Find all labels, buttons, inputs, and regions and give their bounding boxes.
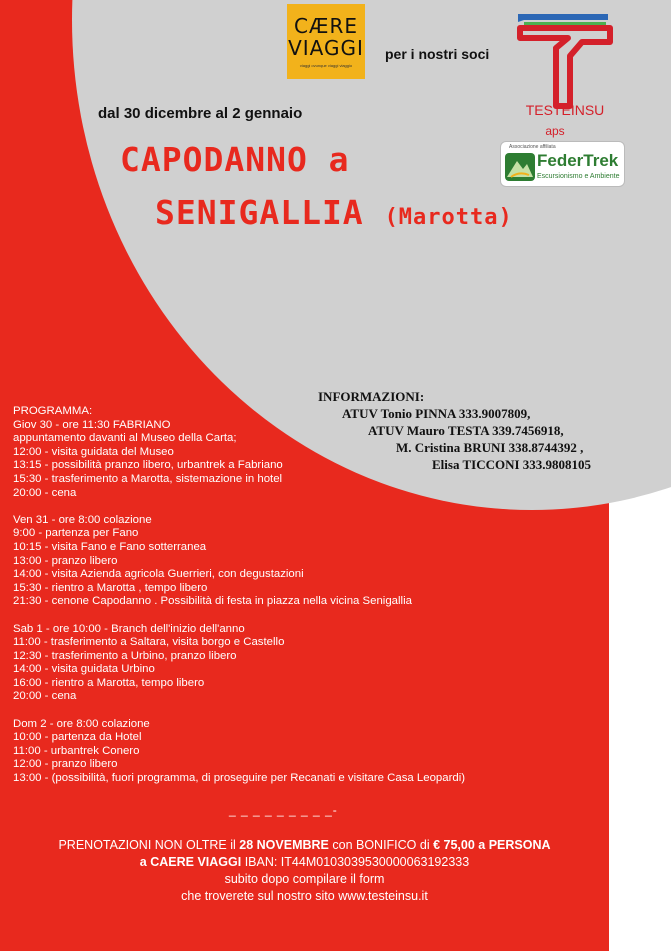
preno-line2 [0, 854, 609, 871]
program-line: 11:00 - trasferimento a Saltara, visita borgo e Castello [13, 636, 285, 649]
day-dom-2 [13, 718, 573, 786]
caere-logo-line1: CÆRE [294, 14, 358, 38]
federtrek-logo [500, 141, 625, 187]
program-line: Dom 2 - ore 8:00 colazione [13, 717, 150, 730]
program-line: appuntamento davanti al Museo della Carta; [13, 432, 237, 445]
program-line: 13:15 - possibilità pranzo libero, urbantrek a Fabriano [13, 459, 283, 472]
program-line: 11:00 - urbantrek Conero [13, 744, 140, 757]
program-line: 20:00 - cena [13, 486, 77, 499]
program-line: Sab 1 - ore 10:00 - Branch dell'inizio dell'anno [13, 622, 245, 635]
federtrek-name: FederTrek [537, 151, 619, 170]
programma-heading: PROGRAMMA: [13, 405, 93, 417]
program-line: Ven 31 - ore 8:00 colazione [13, 513, 152, 526]
caere-logo-tagline: viaggi ovunque viaggi viaggio [299, 63, 353, 68]
program-line: 10:15 - visita Fano e Fano sotterranea [13, 540, 207, 553]
federtrek-sub: Escursionismo e Ambiente [537, 173, 620, 180]
info-heading: INFORMAZIONI: [318, 389, 425, 404]
program-line: 10:00 - partenza da Hotel [13, 731, 142, 744]
program-line: 20:00 - cena [13, 690, 77, 703]
program-line: Giov 30 - ore 11:30 FABRIANO [13, 418, 171, 431]
program-line: 14:00 - visita Azienda agricola Guerrieri, con degustazioni [13, 568, 304, 581]
program-line: 13:00 - pranzo libero [13, 554, 118, 567]
preno-line4: che troverete sul nostro sito www.testeinsu.it [181, 889, 428, 903]
title-city: SENIGALLIA [155, 193, 364, 232]
title-line2 [155, 193, 513, 232]
program-line: 21:30 - cenone Capodanno . Possibilità di festa in piazza nella vicina Senigallia [13, 595, 412, 608]
federtrek-pre: Associazione affiliata [509, 144, 556, 150]
preno-agency: a CAERE VIAGGI [139, 855, 242, 869]
preno-line1 [0, 837, 609, 854]
prenotazioni-block [0, 837, 609, 905]
program-line: 13:00 - (possibilità, fuori programma, di proseguire per Recanati e visitare Casa Leopardi) [13, 772, 466, 785]
testeinsu-aps: aps [545, 124, 565, 138]
day-giov-30 [13, 419, 573, 501]
caere-viaggi-logo [287, 4, 365, 79]
info-contact: ATUV Tonio PINNA 333.9007809, [342, 406, 531, 421]
program-line: 12:00 - visita guidata del Museo [13, 445, 174, 458]
preno-text: PRENOTAZIONI NON OLTRE il [58, 838, 240, 852]
testeinsu-name: TESTEINSU [525, 102, 605, 118]
info-contact: Elisa TICCONI 333.9808105 [432, 457, 592, 472]
preno-line3: subito dopo compilare il form [224, 872, 385, 886]
program-line: 9:00 - partenza per Fano [13, 527, 139, 540]
event-dates: dal 30 dicembre al 2 gennaio [98, 105, 303, 122]
separator: _ _ _ _ _ _ _ _ _- [229, 803, 338, 817]
programma-block [13, 405, 573, 786]
title-locality: (Marotta) [384, 205, 513, 230]
program-line: 12:30 - trasferimento a Urbino, pranzo libero [13, 649, 237, 662]
title-line1: CAPODANNO a [120, 140, 350, 179]
info-contact: ATUV Mauro TESTA 339.7456918, [368, 423, 564, 438]
day-sab-1 [13, 623, 573, 705]
info-contact: M. Cristina BRUNI 338.8744392 , [396, 440, 584, 455]
preno-price: € 75,00 a PERSONA [433, 838, 551, 852]
program-line: 15:30 - trasferimento a Marotta, sistemazione in hotel [13, 472, 283, 485]
per-soci-text: per i nostri soci [385, 46, 490, 62]
testeinsu-t-logo-icon [510, 10, 620, 115]
program-line: 15:30 - rientro a Marotta , tempo libero [13, 581, 208, 594]
program-line: 14:00 - visita guidata Urbino [13, 663, 155, 676]
federtrek-mountain-icon [505, 153, 535, 181]
program-line: 16:00 - rientro a Marotta, tempo libero [13, 676, 205, 689]
program-line: 12:00 - pranzo libero [13, 758, 118, 771]
preno-deadline: 28 NOVEMBRE [239, 838, 329, 852]
preno-iban: IBAN: IT44M0103039530000063192333 [241, 855, 470, 869]
caere-logo-line2: VIAGGI [288, 36, 364, 60]
day-ven-31 [13, 514, 573, 609]
preno-text: con BONIFICO di [328, 838, 434, 852]
